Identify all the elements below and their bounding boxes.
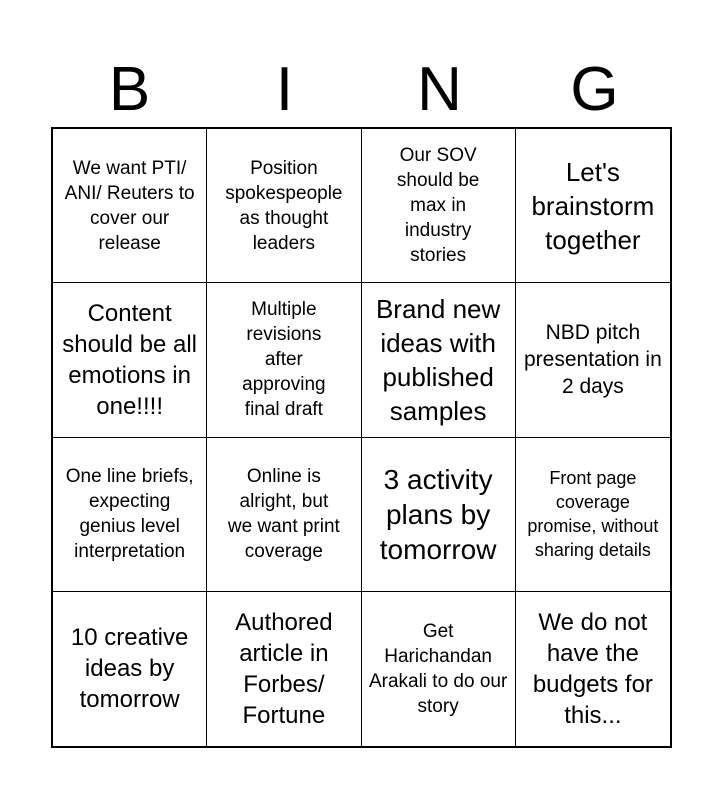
bingo-cell-text: 3 activity plans by tomorrow — [379, 463, 497, 565]
bingo-cell-text: Online is alright, but we want print coverage — [227, 466, 340, 563]
bingo-cell[interactable] — [207, 283, 361, 437]
bingo-cell[interactable] — [516, 592, 670, 746]
bingo-cell[interactable] — [53, 438, 207, 592]
bingo-cell-text: We want PTI/ ANI/ Reuters to cover our release — [64, 157, 195, 254]
bingo-cell-text: Multiple revisions after approving final draft — [242, 299, 326, 421]
bingo-cell[interactable] — [207, 129, 361, 283]
bingo-header — [52, 54, 672, 126]
bingo-cell-text: 10 creative ideas by tomorrow — [70, 624, 189, 714]
bingo-cell-text: We do not have the budgets for this... — [532, 608, 653, 729]
bingo-cell-text: Position spokespeople as thought leaders — [225, 157, 343, 254]
bingo-cell-text: Front page coverage promise, without sharing details — [527, 468, 659, 561]
bingo-cell-text: Brand new ideas with published samples — [375, 293, 501, 426]
header-letter-i: I — [275, 55, 294, 124]
bingo-cell[interactable] — [53, 129, 207, 283]
bingo-cell[interactable] — [207, 592, 361, 746]
bingo-cell[interactable] — [362, 283, 516, 437]
bingo-cell-text: Our SOV should be max in industry stories — [396, 145, 480, 267]
bingo-cell-text: One line briefs, expecting genius level interpretation — [65, 466, 194, 563]
bingo-cell-text: Authored article in Forbes/ Fortune — [235, 608, 333, 729]
bingo-cell-text: Let's brainstorm together — [531, 156, 655, 255]
bingo-cell[interactable] — [362, 592, 516, 746]
bingo-cell[interactable] — [53, 283, 207, 437]
bingo-cell[interactable] — [516, 283, 670, 437]
bingo-cell[interactable] — [362, 129, 516, 283]
header-letter-b: B — [108, 55, 151, 124]
bingo-cell[interactable] — [207, 438, 361, 592]
bingo-cell[interactable] — [516, 438, 670, 592]
bingo-cell[interactable] — [362, 438, 516, 592]
bingo-cell-text: Content should be all emotions in one!!!! — [62, 299, 197, 420]
header-letter-n: N — [417, 55, 462, 124]
header-letter-g: G — [570, 55, 619, 124]
bingo-cell[interactable] — [516, 129, 670, 283]
bingo-cell[interactable] — [53, 592, 207, 746]
bingo-grid — [51, 127, 672, 748]
bingo-cell-text: NBD pitch presentation in 2 days — [523, 321, 662, 399]
bingo-cell-text: Get Harichandan Arakali to do our story — [368, 620, 508, 717]
